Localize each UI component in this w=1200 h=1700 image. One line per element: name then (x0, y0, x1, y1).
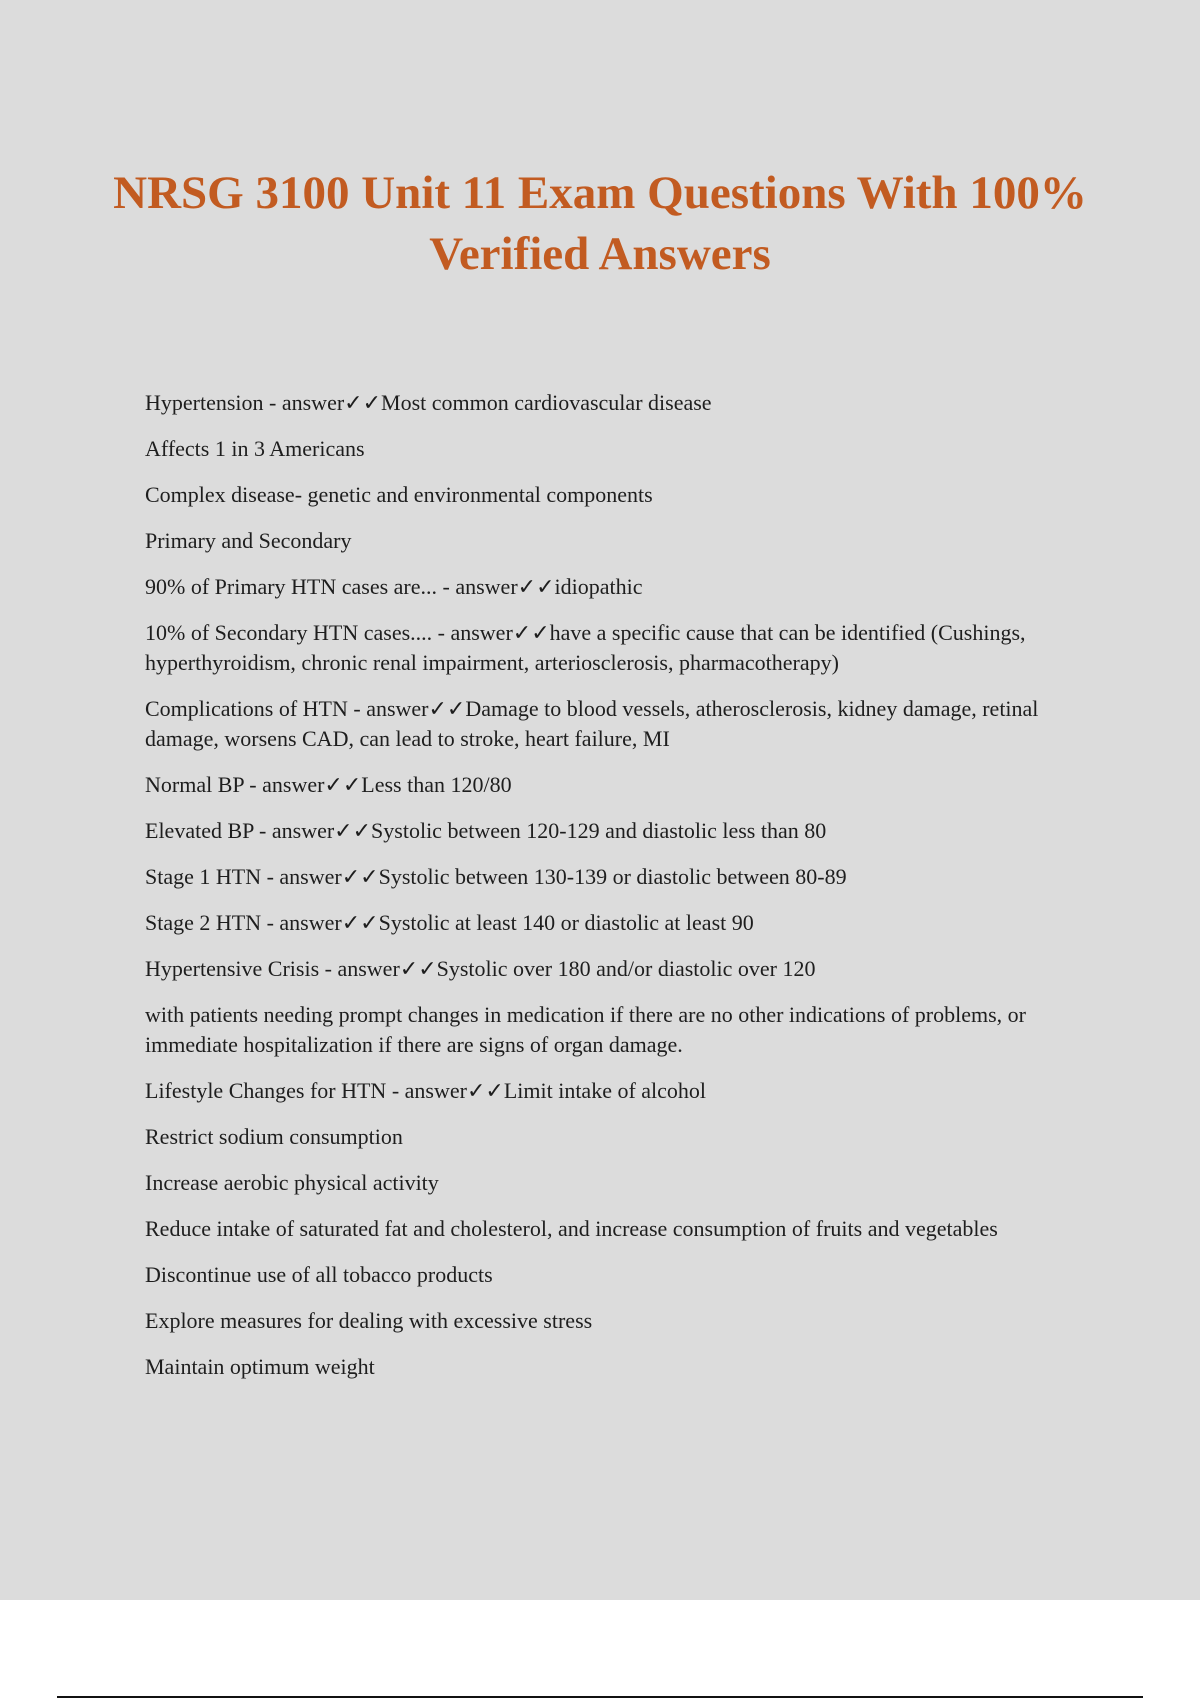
body-line: Stage 2 HTN - answer✓✓Systolic at least 140 or diastolic at least 90 (145, 910, 754, 935)
bottom-divider (57, 1696, 1143, 1698)
body-line: Complex disease- genetic and environmental components (145, 482, 653, 507)
body-line: Complications of HTN - answer✓✓Damage to blood vessels, atherosclerosis, kidney damage, retinal damage, worsens CAD, can lead to stroke, heart failure, MI (145, 696, 1039, 751)
body-line: Stage 1 HTN - answer✓✓Systolic between 130-139 or diastolic between 80-89 (145, 864, 847, 889)
body-line: Increase aerobic physical activity (145, 1170, 439, 1195)
body-line: Hypertension - answer✓✓Most common cardiovascular disease (145, 390, 712, 415)
body-line: Maintain optimum weight (145, 1354, 375, 1379)
body-line: Restrict sodium consumption (145, 1124, 403, 1149)
document-body (145, 388, 1095, 1398)
body-line: Hypertensive Crisis - answer✓✓Systolic over 180 and/or diastolic over 120 (145, 956, 816, 981)
body-line: 90% of Primary HTN cases are... - answer✓✓idiopathic (145, 574, 643, 599)
body-line: with patients needing prompt changes in medication if there are no other indications of problems, or immediate hospitalization if there are signs of organ damage. (145, 1002, 1026, 1057)
body-line: Lifestyle Changes for HTN - answer✓✓Limit intake of alcohol (145, 1078, 707, 1103)
body-line: Affects 1 in 3 Americans (145, 436, 365, 461)
document-title: NRSG 3100 Unit 11 Exam Questions With 100% Verified Answers (113, 167, 1087, 280)
body-line: Discontinue use of all tobacco products (145, 1262, 493, 1287)
body-line: Explore measures for dealing with excessive stress (145, 1308, 593, 1333)
body-line: Elevated BP - answer✓✓Systolic between 120-129 and diastolic less than 80 (145, 818, 827, 843)
body-line: Reduce intake of saturated fat and cholesterol, and increase consumption of fruits and vegetables (145, 1216, 998, 1241)
body-line: Normal BP - answer✓✓Less than 120/80 (145, 772, 512, 797)
body-line: Primary and Secondary (145, 528, 352, 553)
body-line: 10% of Secondary HTN cases.... - answer✓✓have a specific cause that can be identified (Cushings, hyperthyroidism, chronic renal impairment, arteriosclerosis, pharmacotherapy) (145, 620, 1026, 675)
